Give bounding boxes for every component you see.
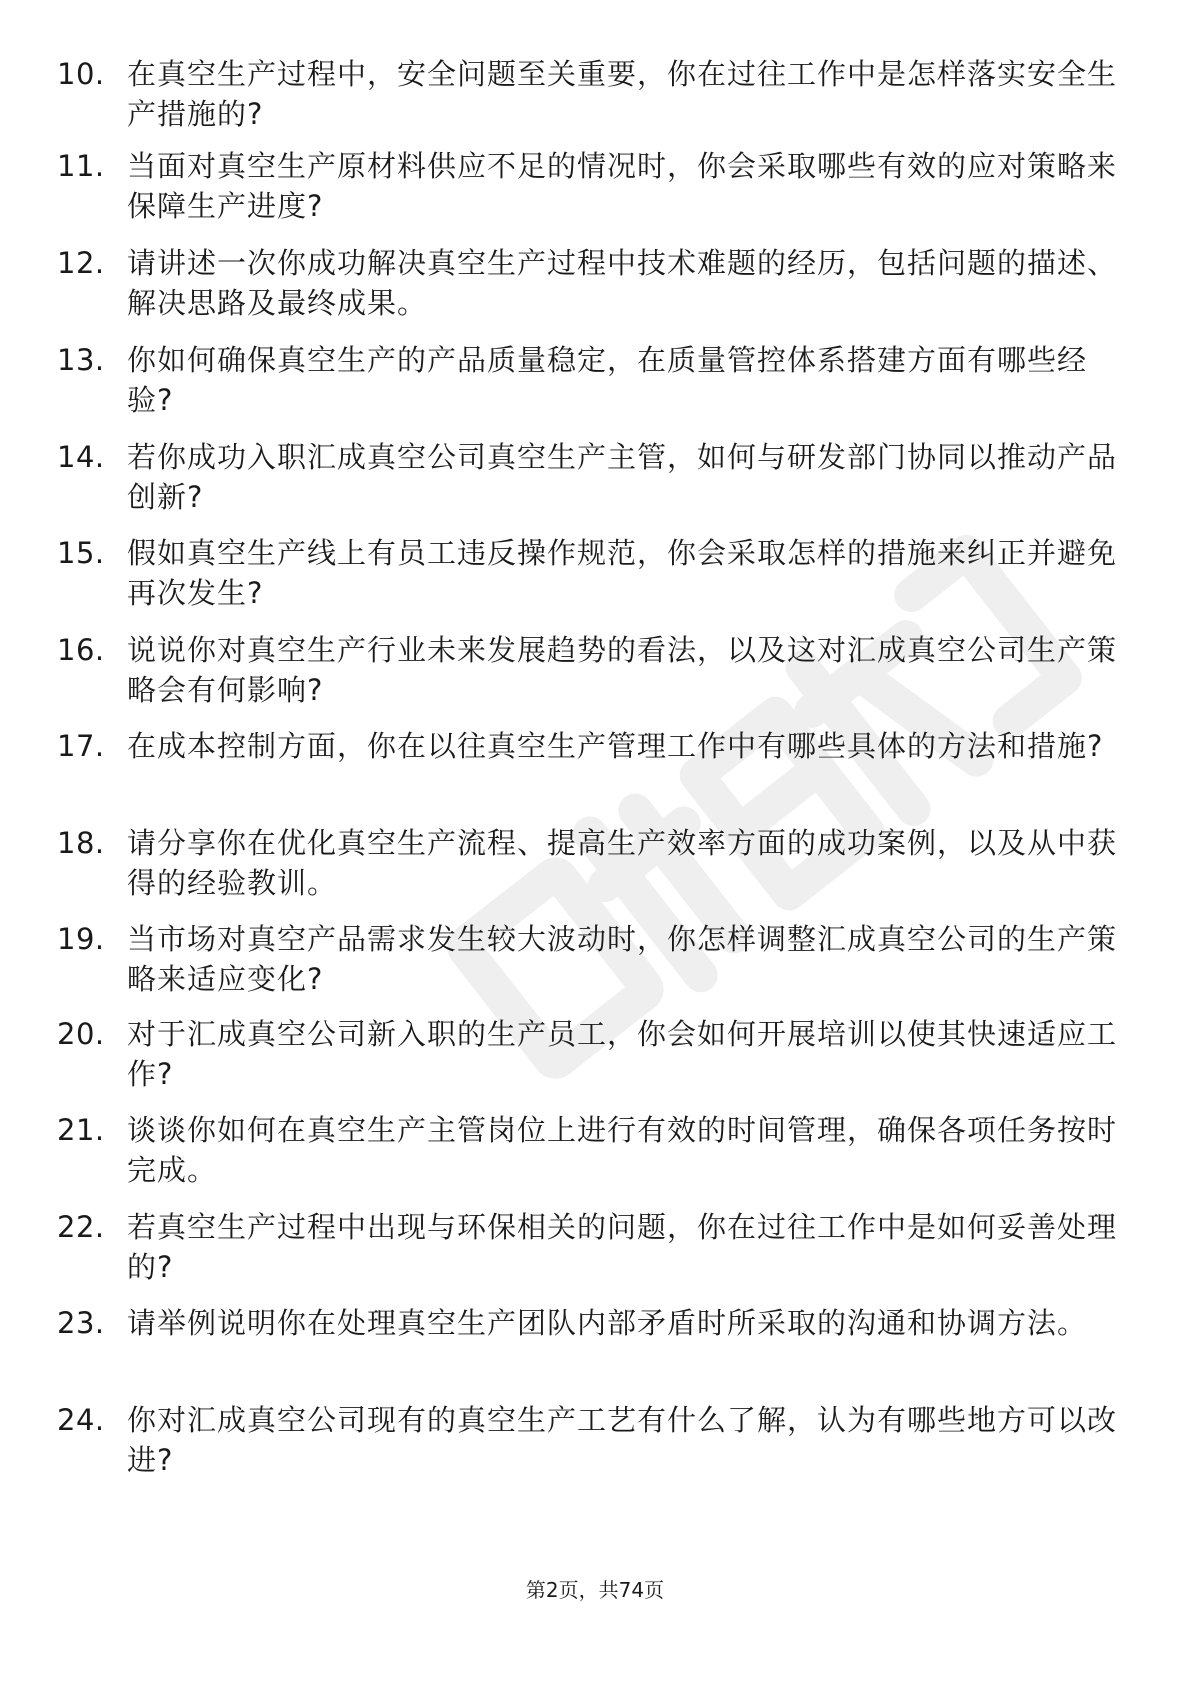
question-text: 你对汇成真空公司现有的真空生产工艺有什么了解，认为有哪些地方可以改进? [127, 1403, 1118, 1477]
question-text: 谈谈你如何在真空生产主管岗位上进行有效的时间管理，确保各项任务按时完成。 [127, 1113, 1118, 1187]
question-text: 在成本控制方面，你在以往真空生产管理工作中有哪些具体的方法和措施? [127, 729, 1104, 763]
question-number: 18. [57, 826, 105, 860]
question-number: 19. [57, 922, 105, 956]
question-text: 说说你对真空生产行业未来发展趋势的看法，以及这对汇成真空公司生产策略会有何影响? [127, 633, 1118, 707]
question-text: 请分享你在优化真空生产流程、提高生产效率方面的成功案例，以及从中获得的经验教训。 [127, 826, 1118, 900]
question-number: 23. [57, 1306, 105, 1340]
question-text: 请举例说明你在处理真空生产团队内部矛盾时所采取的沟通和协调方法。 [127, 1306, 1088, 1340]
question-text: 在真空生产过程中，安全问题至关重要，你在过往工作中是怎样落实安全生产措施的? [127, 57, 1118, 131]
question-text: 当市场对真空产品需求发生较大波动时，你怎样调整汇成真空公司的生产策略来适应变化? [127, 922, 1118, 996]
question-number: 16. [57, 633, 105, 667]
question-number: 15. [57, 536, 105, 570]
page-number-footer: 第2页，共74页 [525, 1578, 665, 1602]
question-text: 请讲述一次你成功解决真空生产过程中技术难题的经历，包括问题的描述、解决思路及最终成果。 [127, 246, 1118, 320]
question-number: 14. [57, 440, 105, 474]
question-number: 12. [57, 246, 105, 280]
question-number: 11. [57, 149, 105, 183]
question-number: 21. [57, 1113, 105, 1147]
question-text: 若你成功入职汇成真空公司真空生产主管，如何与研发部门协同以推动产品创新? [127, 440, 1118, 514]
question-number: 10. [57, 57, 105, 91]
question-text: 当面对真空生产原材料供应不足的情况时，你会采取哪些有效的应对策略来保障生产进度? [127, 149, 1118, 223]
question-text: 你如何确保真空生产的产品质量稳定，在质量管控体系搭建方面有哪些经验? [127, 343, 1088, 417]
question-number: 17. [57, 729, 105, 763]
question-text: 假如真空生产线上有员工违反操作规范，你会采取怎样的措施来纠正并避免再次发生? [127, 536, 1118, 610]
question-text: 若真空生产过程中出现与环保相关的问题，你在过往工作中是如何妥善处理的? [127, 1210, 1118, 1284]
question-number: 24. [57, 1403, 105, 1437]
question-number: 22. [57, 1210, 105, 1244]
question-number: 13. [57, 343, 105, 377]
question-text: 对于汇成真空公司新入职的生产员工，你会如何开展培训以使其快速适应工作? [127, 1017, 1118, 1091]
question-number: 20. [57, 1017, 105, 1051]
